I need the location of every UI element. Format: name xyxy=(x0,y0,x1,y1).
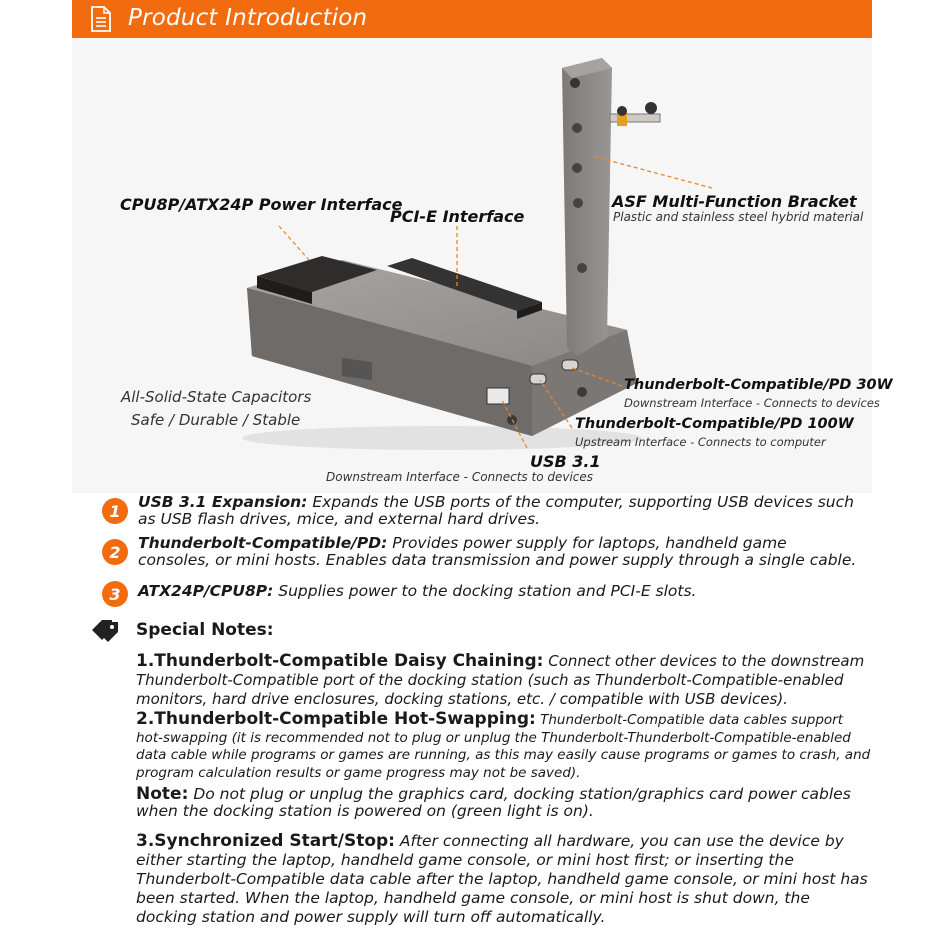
feature-title: ATX24P/CPU8P: xyxy=(138,582,274,600)
note-heading: 2.Thunderbolt-Compatible Hot-Swapping: xyxy=(136,709,536,729)
label-tb-30w-sub: Downstream Interface - Connects to devices xyxy=(624,396,880,410)
note-text: Thunderbolt-Compatible data cables support hot-swapping (it is recommended not to plug or unplug the Thunderbolt-Thunderbolt-Compatible-enabled data cable while programs or games are running, as this may easily cause programs or games to crash, and program calculation results or game progress may not be saved). xyxy=(136,712,871,781)
label-usb31: USB 3.1 xyxy=(530,452,601,471)
feature-text: Provides power supply for laptops, handheld game consoles, or mini hosts. Enables data transmission and power supply through a single cable. xyxy=(138,534,857,569)
label-bracket: ASF Multi-Function Bracket xyxy=(612,192,857,211)
feature-text: Supplies power to the docking station and PCI-E slots. xyxy=(278,582,697,600)
feature-title: USB 3.1 Expansion: xyxy=(138,493,308,511)
label-usb31-sub: Downstream Interface - Connects to devices xyxy=(326,470,594,484)
label-power-interface: CPU8P/ATX24P Power Interface xyxy=(120,195,403,214)
section-header xyxy=(72,0,872,38)
number-badge: 3 xyxy=(102,581,128,607)
label-bracket-sub: Plastic and stainless steel hybrid material xyxy=(613,210,864,224)
note-item xyxy=(136,711,872,782)
note-text: Connect other devices to the downstream Thunderbolt-Compatible port of the docking station (such as Thunderbolt-Compatible-enabled monitors, hard drive enclosures, docking stations, etc. / compatible with USB devices). xyxy=(136,652,865,708)
page-title: Product Introduction xyxy=(128,5,368,31)
product-illustration-area xyxy=(72,38,893,493)
feature-text: Expands the USB ports of the computer, supporting USB devices such as USB flash drives, mice, and external hard drives. xyxy=(138,493,854,528)
document-icon xyxy=(90,6,112,32)
note-text: After connecting all hardware, you can use the device by either starting the laptop, handheld game console, or mini host first; or inserting the Thunderbolt-Compatible data cable after the laptop, handheld game console, or mini host has been started. When the laptop, handheld game console, or mini host is shut down, the docking station and power supply will turn off automatically. xyxy=(136,832,868,926)
label-tb-100w-sub: Upstream Interface - Connects to computer xyxy=(575,435,826,449)
number-badge: 1 xyxy=(102,498,128,524)
label-capacitors: All-Solid-State Capacitors xyxy=(121,388,312,406)
note-text: Do not plug or unplug the graphics card, docking station/graphics card power cables when the docking station is powered on (green light is on). xyxy=(136,785,851,820)
number-badge: 2 xyxy=(102,539,128,565)
tag-icon xyxy=(90,618,122,644)
note-heading: Note: xyxy=(136,784,189,804)
label-capacitors-sub: Safe / Durable / Stable xyxy=(131,411,301,429)
note-heading: 1.Thunderbolt-Compatible Daisy Chaining: xyxy=(136,651,544,671)
note-item xyxy=(136,652,872,709)
label-tb-100w: Thunderbolt-Compatible/PD 100W xyxy=(575,416,854,432)
label-tb-30w: Thunderbolt-Compatible/PD 30W xyxy=(624,377,893,393)
note-heading: 3.Synchronized Start/Stop: xyxy=(136,831,395,851)
note-item xyxy=(136,832,872,927)
feature-title: Thunderbolt-Compatible/PD: xyxy=(138,534,388,552)
special-notes-title: Special Notes: xyxy=(136,620,274,640)
label-pcie-interface: PCI-E Interface xyxy=(390,207,525,226)
note-item xyxy=(136,786,872,820)
